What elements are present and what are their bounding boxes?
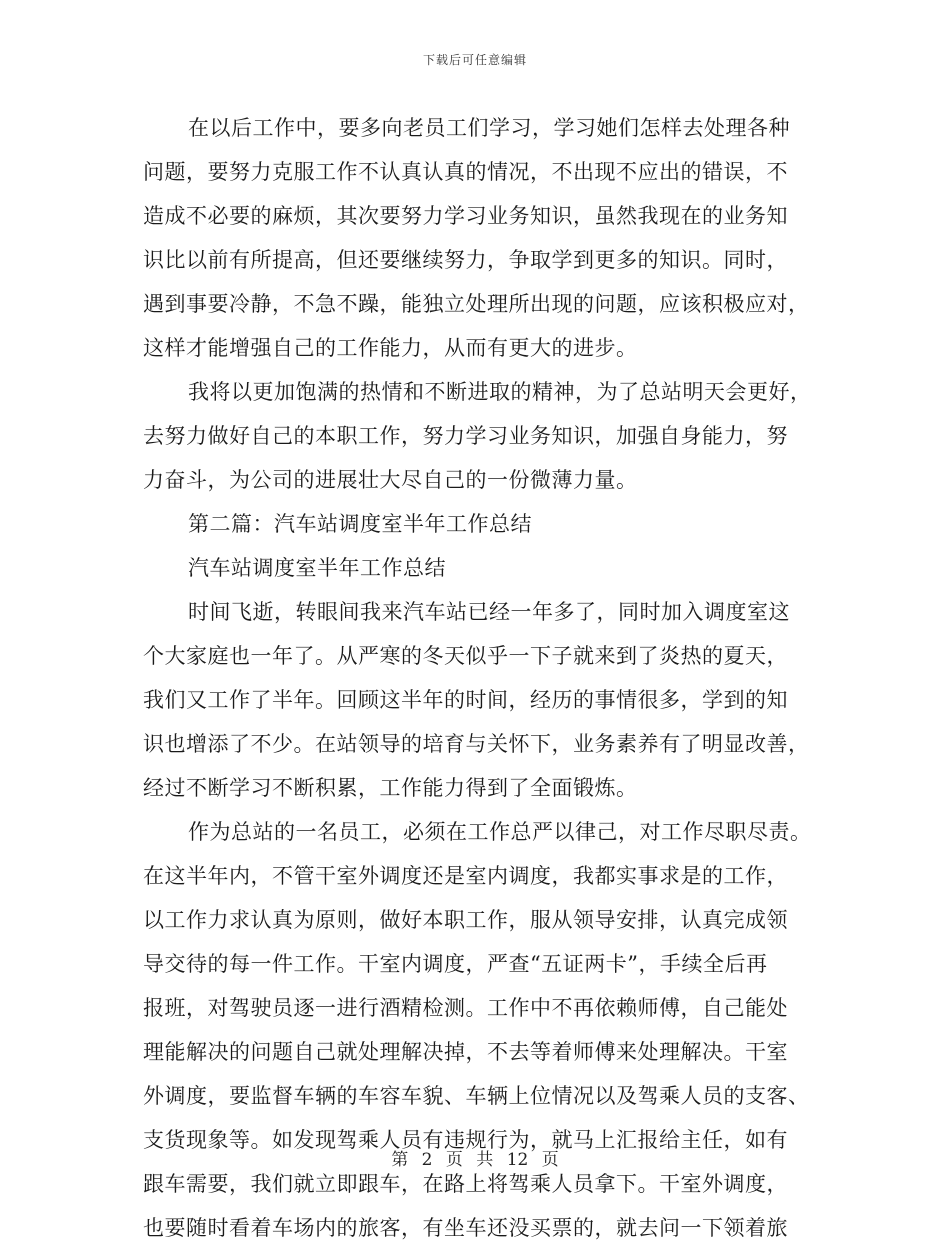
text-line: 识也增添了不少。在站领导的培育与关怀下，业务素养有了明显改善， — [143, 732, 810, 756]
text-line: 导交待的每一件工作。干室内调度，严查“五证两卡”，手续全后再 — [143, 952, 768, 976]
text-line: 汽车站调度室半年工作总结 — [188, 556, 446, 580]
text-line: 理能解决的问题自己就处理解决掉，不去等着师傅来处理解决。干室 — [143, 1040, 788, 1064]
text-line: 报班，对驾驶员逐一进行酒精检测。工作中不再依赖师傅，自己能处 — [143, 996, 788, 1020]
text-line: 在以后工作中，要多向老员工们学习，学习她们怎样去处理各种 — [188, 116, 790, 140]
text-line: 时间飞逝，转眼间我来汽车站已经一年多了，同时加入调度室这 — [188, 600, 790, 624]
text-line: 我们又工作了半年。回顾这半年的时间，经历的事情很多，学到的知 — [143, 688, 788, 712]
text-line: 问题，要努力克服工作不认真认真的情况，不出现不应出的错误，不 — [143, 160, 788, 184]
text-line: 个大家庭也一年了。从严寒的冬天似乎一下子就来到了炎热的夏天， — [143, 644, 788, 668]
text-line: 这样才能增强自己的工作能力，从而有更大的进步。 — [143, 336, 638, 360]
text-line: 经过不断学习不断积累，工作能力得到了全面锻炼。 — [143, 776, 638, 800]
text-line: 以工作力求认真为原则，做好本职工作，服从领导安排，认真完成领 — [143, 908, 788, 932]
text-line: 遇到事要冷静，不急不躁，能独立处理所出现的问题，应该积极应对， — [143, 292, 810, 316]
page-header: 下载后可任意编辑 — [422, 53, 527, 67]
text-line: 去努力做好自己的本职工作，努力学习业务知识，加强自身能力，努 — [143, 424, 788, 448]
text-line: 我将以更加饱满的热情和不断进取的精神，为了总站明天会更好， — [188, 380, 812, 404]
text-line: 识比以前有所提高，但还要继续努力，争取学到更多的知识。同时， — [143, 248, 788, 272]
text-line: 力奋斗，为公司的进展壮大尽自己的一份微薄力量。 — [143, 468, 638, 492]
text-line: 造成不必要的麻烦，其次要努力学习业务知识，虽然我现在的业务知 — [143, 204, 788, 228]
text-line: 支货现象等。如发现驾乘人员有违规行为，就马上汇报给主任，如有 — [143, 1128, 788, 1152]
page-footer: 第 2 页 共 12 页 — [391, 1150, 559, 1170]
text-line: 作为总站的一名员工，必须在工作总严以律己，对工作尽职尽责。 — [188, 820, 812, 844]
text-line: 外调度，要监督车辆的车容车貌、车辆上位情况以及驾乘人员的支客、 — [143, 1084, 810, 1108]
text-line: 在这半年内，不管干室外调度还是室内调度，我都实事求是的工作， — [143, 864, 788, 888]
text-line: 也要随时看着车场内的旅客，有坐车还没买票的，就去问一下领着旅 — [143, 1216, 788, 1240]
document-body — [143, 106, 813, 1250]
text-line: 跟车需要，我们就立即跟车，在路上将驾乘人员拿下。干室外调度， — [143, 1172, 788, 1196]
text-line: 第二篇：汽车站调度室半年工作总结 — [188, 512, 532, 536]
